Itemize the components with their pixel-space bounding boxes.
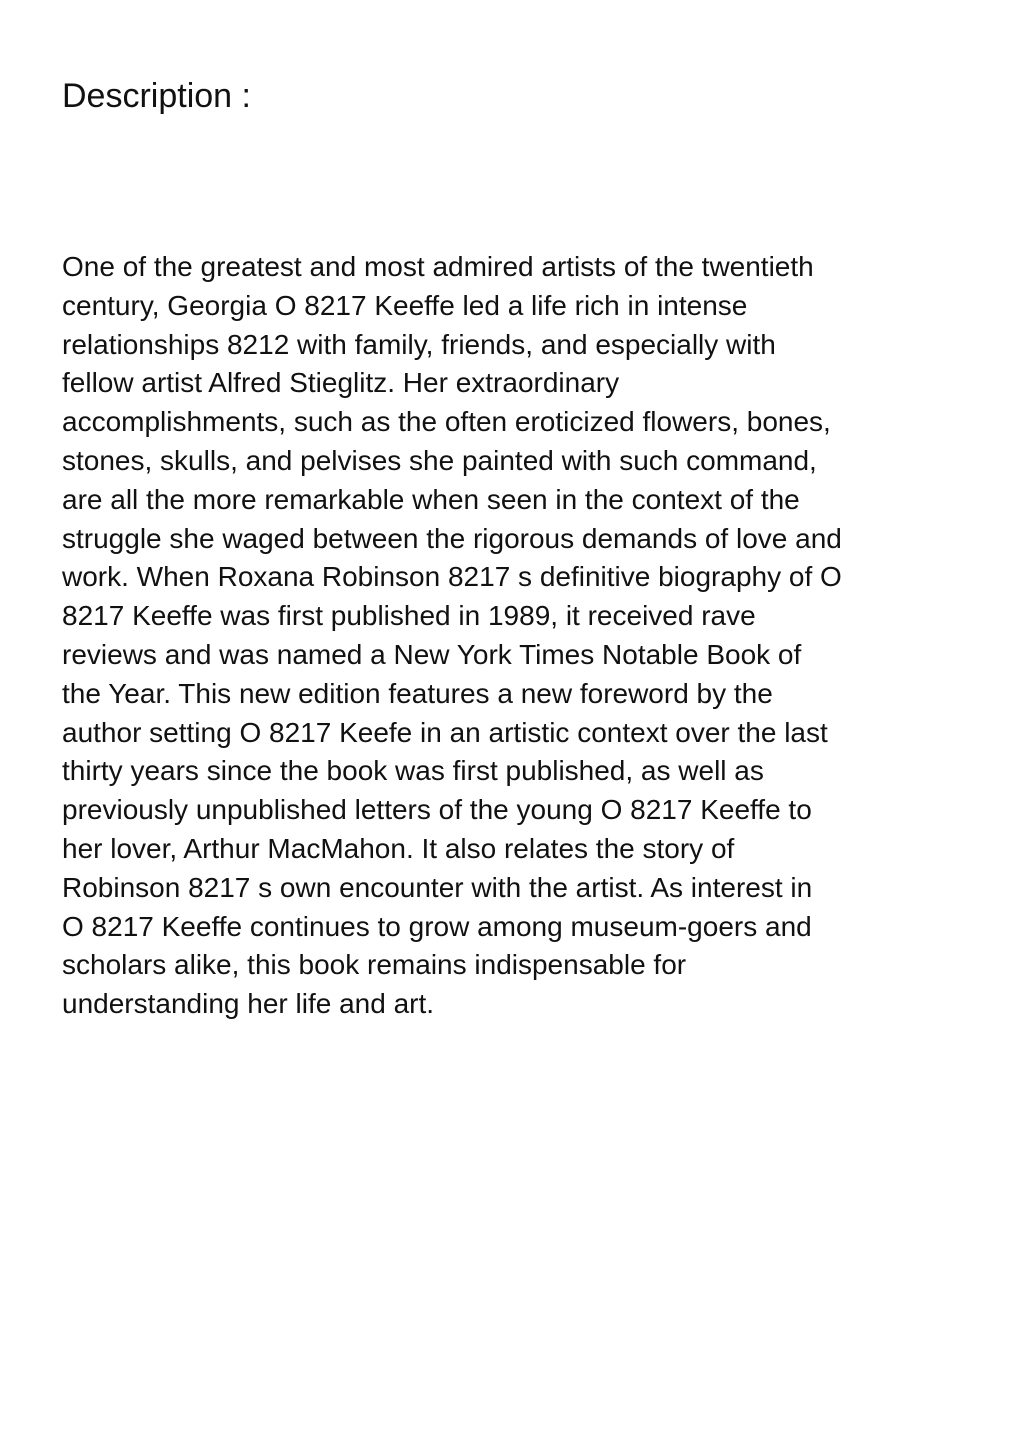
body-line: author setting O 8217 Keefe in an artistic context over the last (62, 716, 828, 748)
body-line: century, Georgia O 8217 Keeffe led a life rich in intense (62, 289, 748, 321)
body-line: previously unpublished letters of the young O 8217 Keeffe to (62, 794, 812, 826)
body-line: struggle she waged between the rigorous demands of love and (62, 522, 842, 554)
description-body (62, 248, 972, 1024)
body-line: accomplishments, such as the often eroticized flowers, bones, (62, 406, 831, 438)
body-line: are all the more remarkable when seen in the context of the (62, 483, 800, 515)
body-line: her lover, Arthur MacMahon. It also relates the story of (62, 832, 735, 864)
body-line: O 8217 Keeffe continues to grow among museum-goers and (62, 910, 812, 942)
body-line: scholars alike, this book remains indispensable for (62, 949, 687, 981)
body-line: the Year. This new edition features a new foreword by the (62, 677, 773, 709)
body-line: relationships 8212 with family, friends, and especially with (62, 328, 776, 360)
body-line: work. When Roxana Robinson 8217 s definitive biography of O (62, 561, 842, 593)
body-line: Robinson 8217 s own encounter with the artist. As interest in (62, 871, 813, 903)
body-line: understanding her life and art. (62, 988, 435, 1020)
body-line: reviews and was named a New York Times Notable Book of (62, 638, 802, 670)
body-line: stones, skulls, and pelvises she painted with such command, (62, 444, 817, 476)
body-line: One of the greatest and most admired artists of the twentieth (62, 251, 814, 282)
description-heading: Description : (62, 77, 251, 115)
body-line: 8217 Keeffe was first published in 1989, it received rave (62, 600, 756, 632)
body-line: fellow artist Alfred Stieglitz. Her extraordinary (62, 367, 620, 399)
body-line: thirty years since the book was first published, as well as (62, 755, 764, 787)
